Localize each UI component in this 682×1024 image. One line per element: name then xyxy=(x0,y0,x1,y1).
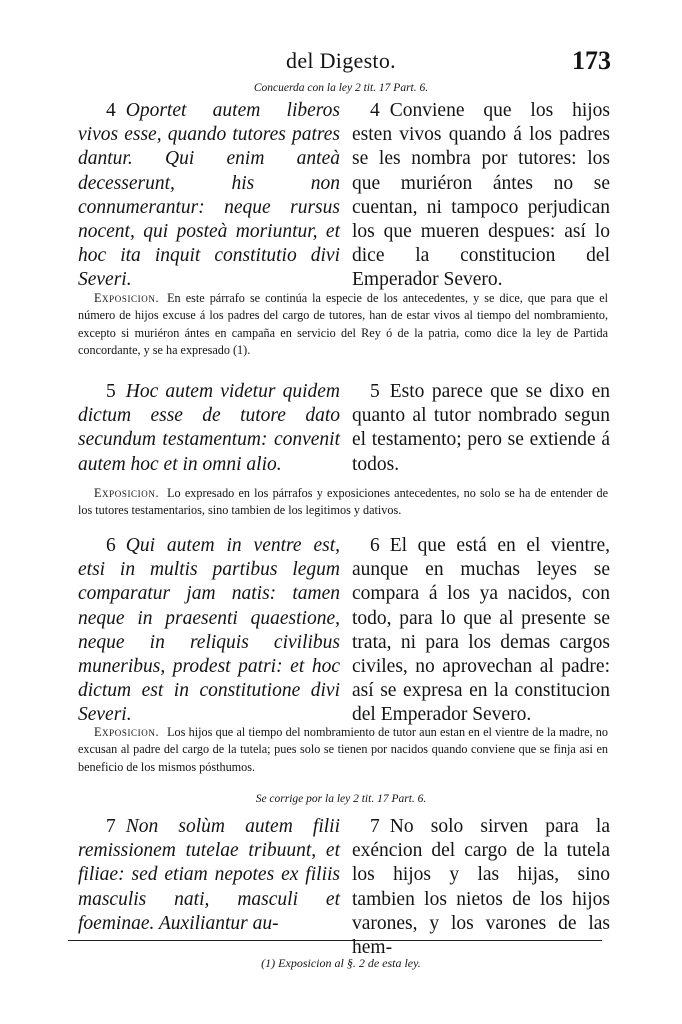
exposicion-text: Lo expresado en los párrafos y exposiciones antecedentes, no solo se ha de entender de los tutores testamentarios, sino tambien de los legitimos y dativos. xyxy=(78,486,608,518)
paragraph-number: 6 xyxy=(370,535,380,556)
exposicion-text: En este párrafo se continúa la especie de los antecedentes, y se dice, que para que el número de hijos excuse á los padres del cargo de tutores, han de estar vivos al tiempo del nombramiento, excepto si muriéron ántes en campaña en servicio del Rey ó de la patria, como dice la ley de Partida concordante, y se ha expresado (1). xyxy=(78,291,608,358)
paragraph-number: 7 xyxy=(370,816,380,837)
paragraph-number: 4 xyxy=(106,100,116,121)
latin-paragraph-4 xyxy=(78,99,340,293)
footnote-rule xyxy=(68,940,602,941)
page-number: 173 xyxy=(572,46,611,75)
running-title: del Digesto. xyxy=(286,48,396,73)
latin-text: Hoc autem videtur quidem dictum esse de tutore dato secundum testamentum: convenit autem hoc et in omni alio. xyxy=(78,381,340,475)
exposicion-paragraph-5 xyxy=(78,485,608,520)
paragraph-number: 5 xyxy=(106,381,116,402)
exposicion-paragraph-6 xyxy=(78,724,608,776)
spanish-text: No solo sirven para la exéncion del cargo de la tutela los hijos y las hijas, sino tambien los nietos de los hijos varones, y los varones de las hem- xyxy=(352,816,610,959)
exposicion-paragraph-4 xyxy=(78,290,608,360)
running-head xyxy=(0,48,682,78)
spanish-paragraph-4 xyxy=(352,99,610,293)
spanish-paragraph-5 xyxy=(352,380,610,477)
concordance-note: Concuerda con la ley 2 tit. 17 Part. 6. xyxy=(253,82,429,94)
paragraph-number: 6 xyxy=(106,535,116,556)
latin-paragraph-5 xyxy=(78,380,340,477)
spanish-text: El que está en el vientre, aunque en muchas leyes se compara á los ya nacidos, con todo, para lo que al presente se trata, ni para los demas cargos civiles, no aprovechan al padre: así se expresa en la constitucion del Emperador Severo. xyxy=(352,535,610,726)
correction-note: Se corrige por la ley 2 tit. 17 Part. 6. xyxy=(255,793,427,805)
paragraph-number: 7 xyxy=(106,816,116,837)
spanish-paragraph-7 xyxy=(352,815,610,960)
paragraph-number: 5 xyxy=(370,381,380,402)
footnote: (1) Exposicion al §. 2 de esta ley. xyxy=(261,956,421,970)
exposicion-text: Los hijos que al tiempo del nombramiento de tutor aun estan en el vientre de la madre, no excusan al padre del cargo de la tutela; pues solo se tienen por nacidos quando conviene que se finja asi en beneficio de los mismos pósthumos. xyxy=(78,725,608,774)
latin-text: Qui autem in ventre est, etsi in multis partibus legum comparatur jam natis: tamen neque in praesenti quaestione, neque in reliquis civilibus muneribus, prodest patri: et hoc dictum est in constitutione divi Severi. xyxy=(78,535,340,726)
exposicion-label: Exposicion. xyxy=(94,725,160,739)
paragraph-number: 4 xyxy=(370,100,380,121)
spanish-paragraph-6 xyxy=(352,534,610,728)
spanish-text: Conviene que los hijos esten vivos quando á los padres se les nombra por tutores: los que muriéron ántes no se cuentan, ni tampoco perjudican los que mueren despues: así lo dice la constitucion del Emperador Severo. xyxy=(352,100,610,291)
exposicion-label: Exposicion. xyxy=(94,291,160,305)
latin-paragraph-7 xyxy=(78,815,340,936)
spanish-text: Esto parece que se dixo en quanto al tutor nombrado segun el testamento; pero se extiende á todos. xyxy=(352,381,610,475)
latin-paragraph-6 xyxy=(78,534,340,728)
latin-text: Oportet autem liberos vivos esse, quando tutores patres dantur. Qui enim anteà decesserunt, his non connumerantur: neque rursus nocent, qui posteà moriuntur, et hoc ita inquit constitutio divi Severi. xyxy=(78,100,340,291)
latin-text: Non solùm autem filii remissionem tutelae tribuunt, et filiae: sed etiam nepotes ex filiis masculis nati, masculi et foeminae. Auxiliantur au- xyxy=(78,816,340,934)
exposicion-label: Exposicion. xyxy=(94,486,160,500)
